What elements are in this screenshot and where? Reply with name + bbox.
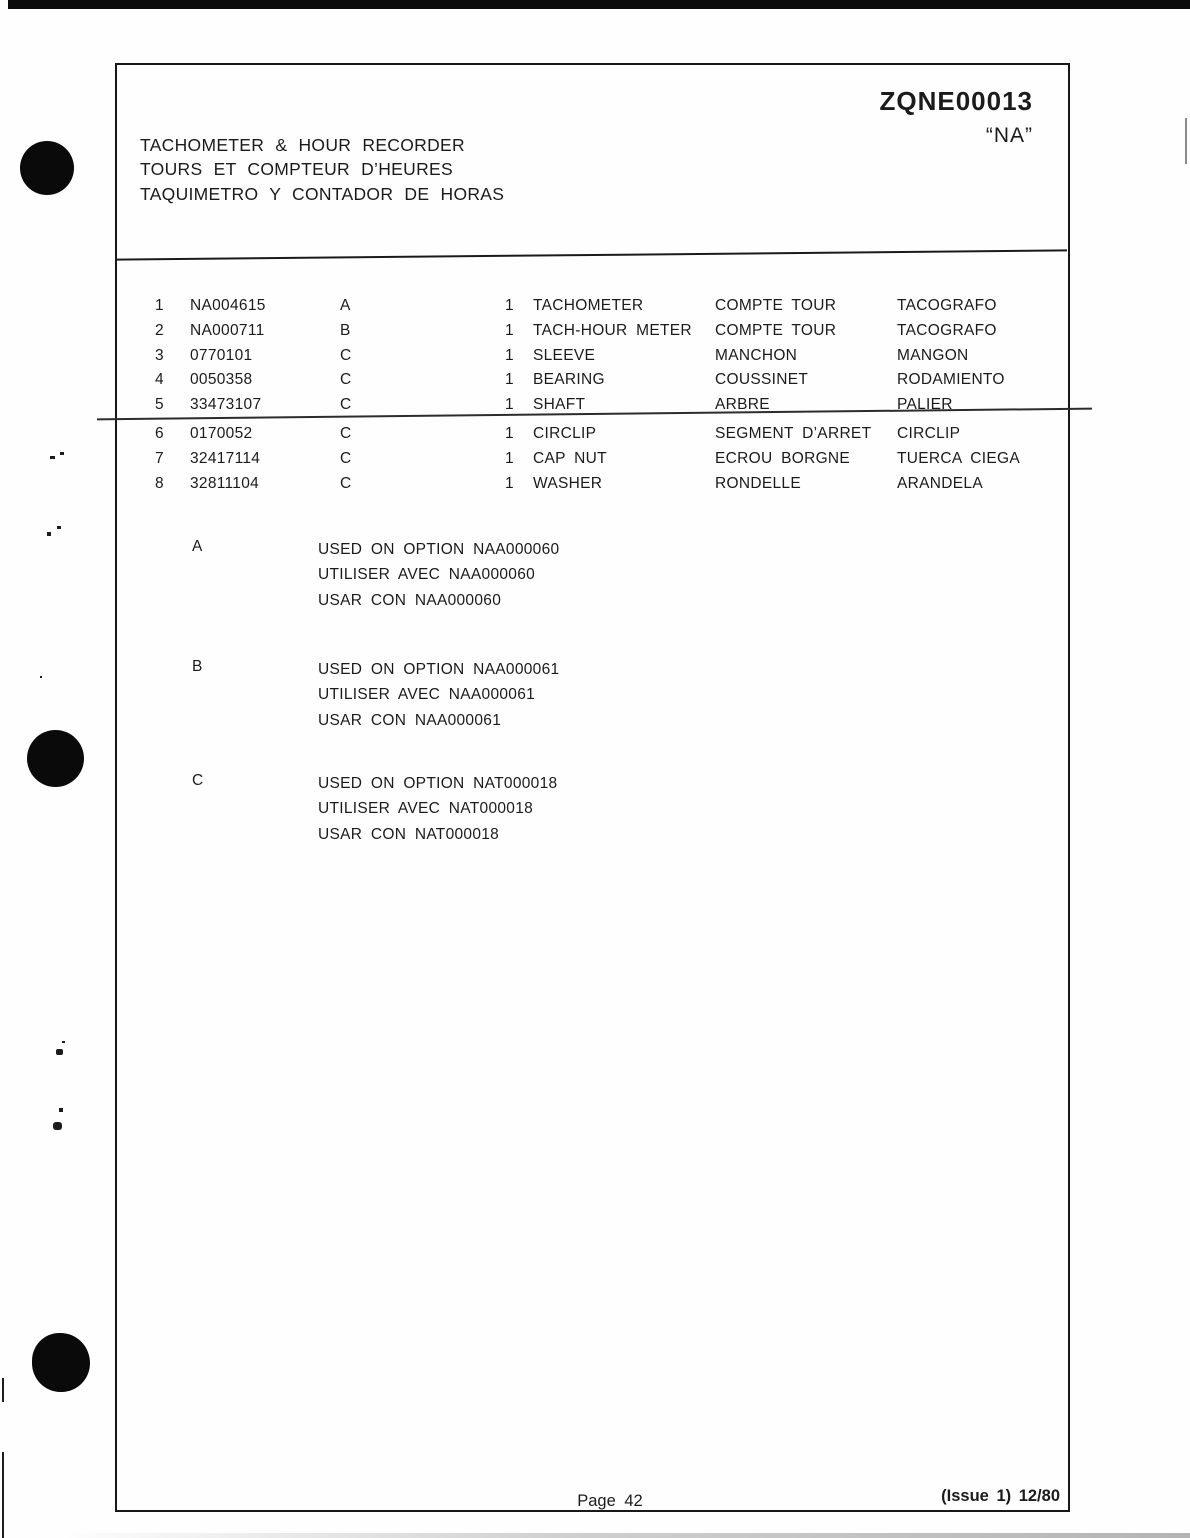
cell-name-french: MANCHON (715, 346, 798, 364)
option-note-line-es: USAR CON NAT000018 (318, 825, 500, 843)
cell-item-number: 4 (155, 371, 164, 389)
scan-speck (50, 456, 55, 459)
cell-name-spanish: TACOGRAFO (897, 321, 997, 339)
scan-speck (57, 526, 61, 529)
cell-name-spanish: MANGON (897, 346, 969, 364)
title-french: TOURS ET COMPTEUR D’HEURES (140, 159, 453, 180)
table-row (155, 347, 1057, 372)
option-note-line-es: USAR CON NAA000061 (318, 711, 502, 729)
cell-name-english: WASHER (533, 474, 603, 492)
option-note-code: A (192, 538, 203, 555)
cell-name-english: BEARING (533, 371, 605, 389)
cell-quantity: 1 (505, 297, 514, 314)
cell-option-code: C (340, 371, 352, 389)
option-note-line-fr: UTILISER AVEC NAT000018 (318, 800, 534, 818)
cell-name-english: CAP NUT (533, 449, 607, 467)
cell-item-number: 2 (155, 321, 164, 339)
title-spanish: TAQUIMETRO Y CONTADOR DE HORAS (140, 183, 505, 204)
cell-part-number: 0770101 (190, 346, 253, 364)
hole-punch-middle (27, 730, 84, 787)
table-row (155, 450, 1057, 475)
option-note-line-en: USED ON OPTION NAA000060 (318, 541, 560, 558)
scan-speck (56, 1049, 63, 1055)
table-row (155, 475, 1057, 500)
cell-option-code: C (340, 474, 352, 492)
table-row (155, 297, 1057, 322)
scan-speck (53, 1122, 62, 1130)
cell-quantity: 1 (505, 396, 514, 414)
cell-name-english: CIRCLIP (533, 424, 597, 442)
scan-speck (60, 452, 64, 455)
option-note (192, 771, 557, 847)
option-note-line-es: USAR CON NAA000060 (318, 591, 502, 609)
cell-part-number: 32417114 (190, 449, 261, 467)
scan-speck (59, 1108, 63, 1112)
cell-option-code: A (340, 297, 351, 314)
option-note-line-fr: UTILISER AVEC NAA000061 (318, 686, 536, 704)
cell-name-english: TACH-HOUR METER (533, 321, 692, 339)
table-row (155, 322, 1057, 347)
scan-edge-line (2, 1452, 4, 1538)
cell-option-code: C (340, 424, 352, 442)
cell-name-spanish: ARANDELA (897, 474, 983, 492)
cell-item-number: 6 (155, 424, 164, 442)
cell-name-spanish: CIRCLIP (897, 424, 961, 442)
table-row (155, 396, 1057, 421)
cell-option-code: B (340, 321, 351, 339)
document-title-block (140, 133, 504, 206)
option-note-code: B (192, 658, 203, 675)
option-note-lines (318, 657, 559, 733)
cell-part-number: 32811104 (190, 474, 260, 492)
scan-bottom-strip (60, 1533, 1190, 1538)
cell-quantity: 1 (505, 424, 514, 442)
scan-speck (62, 1041, 65, 1043)
option-note-lines (318, 537, 559, 613)
scan-top-bar (8, 0, 1190, 9)
cell-name-french: COMPTE TOUR (715, 321, 837, 339)
cell-option-code: C (340, 346, 352, 364)
cell-quantity: 1 (505, 321, 514, 339)
option-note-line-en: USED ON OPTION NAT000018 (318, 775, 558, 792)
cell-part-number: NA000711 (190, 321, 265, 339)
option-note-line-fr: UTILISER AVEC NAA000060 (318, 566, 536, 584)
document-code: ZQNE00013 (879, 86, 1033, 116)
cell-item-number: 5 (155, 396, 164, 414)
scan-edge-line (1185, 118, 1187, 164)
cell-name-english: SHAFT (533, 396, 586, 414)
cell-name-french: ARBRE (715, 396, 770, 414)
option-note-lines (318, 771, 557, 847)
cell-item-number: 3 (155, 346, 164, 364)
cell-item-number: 7 (155, 449, 164, 467)
cell-name-spanish: TUERCA CIEGA (897, 449, 1021, 467)
cell-name-spanish: TACOGRAFO (897, 297, 997, 314)
cell-part-number: 0170052 (190, 424, 253, 442)
option-note (192, 537, 559, 613)
cell-quantity: 1 (505, 346, 514, 364)
cell-name-french: COUSSINET (715, 371, 809, 389)
cell-name-french: SEGMENT D’ARRET (715, 424, 872, 442)
table-row (155, 371, 1057, 396)
option-note-line-en: USED ON OPTION NAA000061 (318, 661, 560, 678)
page-number-label: Page 42 (577, 1492, 643, 1510)
cell-part-number: NA004615 (190, 297, 266, 314)
cell-part-number: 33473107 (190, 396, 262, 414)
cell-name-french: RONDELLE (715, 474, 801, 492)
hole-punch-bottom (32, 1333, 90, 1392)
region-code: “NA” (985, 124, 1033, 147)
cell-item-number: 1 (155, 297, 164, 314)
cell-name-spanish: PALIER (897, 396, 953, 414)
option-note (192, 657, 559, 733)
cell-name-english: SLEEVE (533, 346, 596, 364)
cell-name-spanish: RODAMIENTO (897, 371, 1005, 389)
option-note-code: C (192, 772, 204, 789)
cell-quantity: 1 (505, 371, 514, 389)
scan-edge-line (2, 1378, 4, 1402)
cell-item-number: 8 (155, 474, 164, 492)
scan-speck (40, 676, 42, 678)
title-english: TACHOMETER & HOUR RECORDER (140, 135, 465, 155)
table-row (155, 425, 1057, 450)
cell-option-code: C (340, 449, 352, 467)
hole-punch-top (20, 141, 74, 195)
cell-part-number: 0050358 (190, 371, 253, 389)
cell-option-code: C (340, 396, 352, 414)
parts-table (155, 297, 1057, 499)
cell-quantity: 1 (505, 449, 514, 467)
issue-date-label: (Issue 1) 12/80 (941, 1487, 1060, 1505)
cell-name-french: COMPTE TOUR (715, 297, 837, 314)
scan-speck (47, 532, 51, 536)
cell-quantity: 1 (505, 474, 514, 492)
cell-name-french: ECROU BORGNE (715, 449, 851, 467)
cell-name-english: TACHOMETER (533, 297, 644, 314)
